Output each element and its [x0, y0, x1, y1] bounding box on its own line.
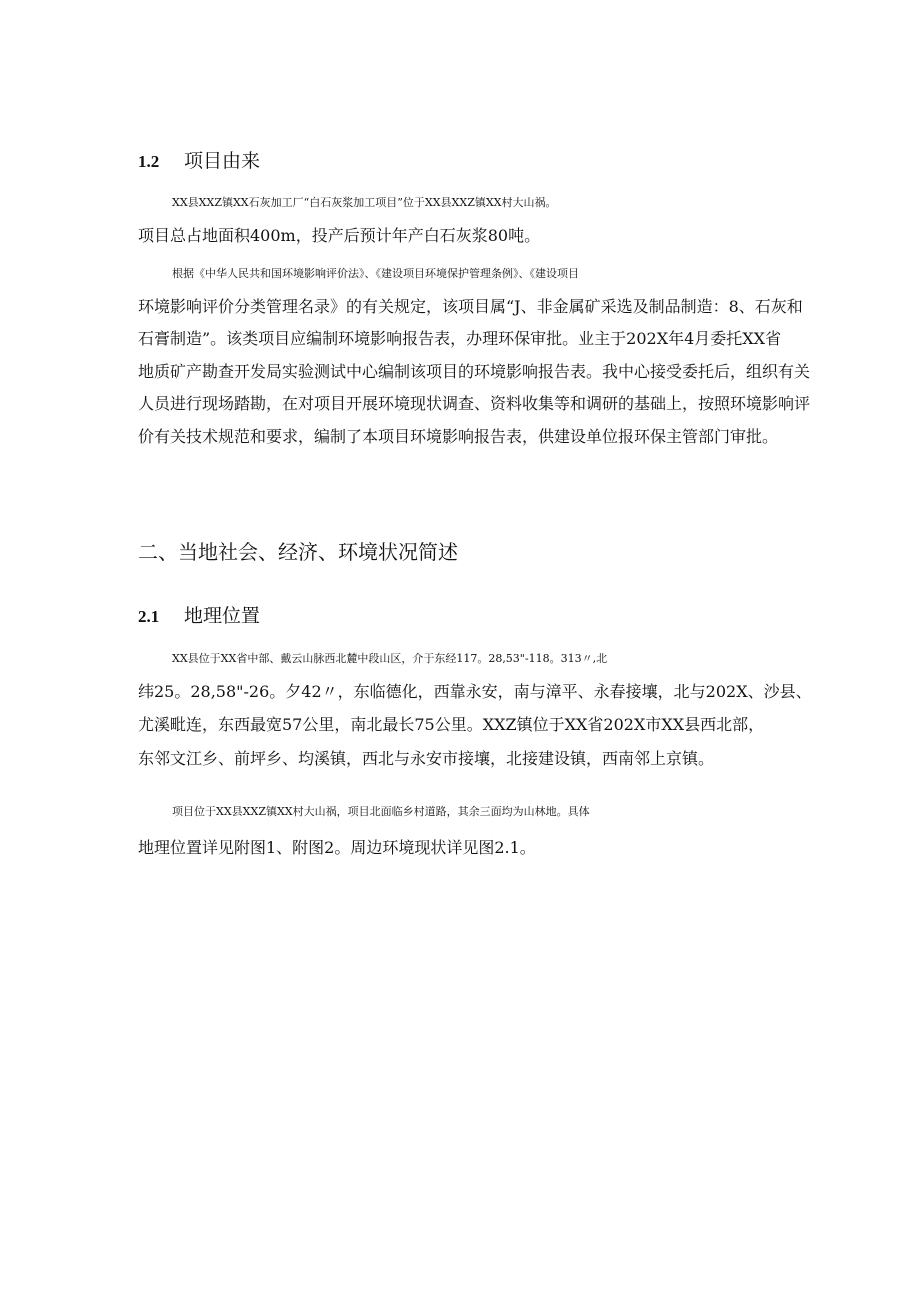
text-line: XX县XXZ镇XX石灰加工厂“白石灰浆加工项目”位于XX县XXZ镇XX村大山祸。: [172, 196, 557, 209]
text-line: 纬25。28,58"-26。夕42〃，东临德化，西靠永安，南与漳平、永春接壤，北与202X、沙县、: [138, 682, 812, 702]
paragraph-project-origin-2: [138, 258, 850, 454]
text-line: 地理位置详见附图1、附图2。周边环境现状详见图2.1。: [138, 838, 536, 857]
text-line: 东邻文江乡、前坪乡、均溪镇，西北与永安市接壤，北接建设镇，西南邻上京镇。: [138, 748, 715, 768]
section-heading-2-1: [138, 601, 260, 628]
section-number: 2.1: [138, 607, 160, 626]
text-line: 项目位于XX县XXZ镇XX村大山祸，项目北面临乡村道路，其余三面均为山林地。具体: [172, 805, 590, 818]
text-line: XX县位于XX省中部、戴云山脉西北麓中段山区，介于东经117。28,53"-118。313〃,北: [172, 652, 608, 665]
paragraph-geography-2: [138, 794, 850, 866]
section-title: 地理位置: [184, 605, 261, 627]
section-number: 1.2: [138, 152, 160, 171]
text-line: 项目总占地面积400m，投产后预计年产白石灰浆80吨。: [138, 226, 541, 245]
text-line: 根据《中华人民共和国环境影响评价法》、《建设项目环境保护管理条例》、《建设项目: [172, 267, 579, 280]
text-line: 环境影响评价分类管理名录》的有关规定，该项目属“J、非金属矿采选及制品制造：8、石灰和: [138, 296, 803, 316]
text-line: 石膏制造”。该类项目应编制环境影响报告表，办理环保审批。业主于202X年4月委托XX省: [138, 329, 782, 349]
text-line: 地质矿产勘查开发局实验测试中心编制该项目的环境影响报告表。我中心接受委托后，组织有关: [138, 361, 811, 381]
chapter-heading-2: 二、当地社会、经济、环境状况简述: [138, 540, 458, 564]
paragraph-geography-1: [138, 642, 850, 775]
text-line: 价有关技术规范和要求，编制了本项目环境影响报告表，供建设单位报环保主管部门审批。: [138, 426, 779, 446]
paragraph-project-origin-1: [138, 186, 850, 252]
section-title: 项目由来: [184, 150, 261, 172]
section-heading-1-2: [138, 146, 260, 173]
text-line: 人员进行现场踏勘，在对项目开展环境现状调查、资料收集等和调研的基础上，按照环境影响评: [138, 394, 811, 414]
text-line: 尤溪毗连，东西最宽57公里，南北最长75公里。XXZ镇位于XX省202X市XX县西北部，: [138, 715, 765, 735]
